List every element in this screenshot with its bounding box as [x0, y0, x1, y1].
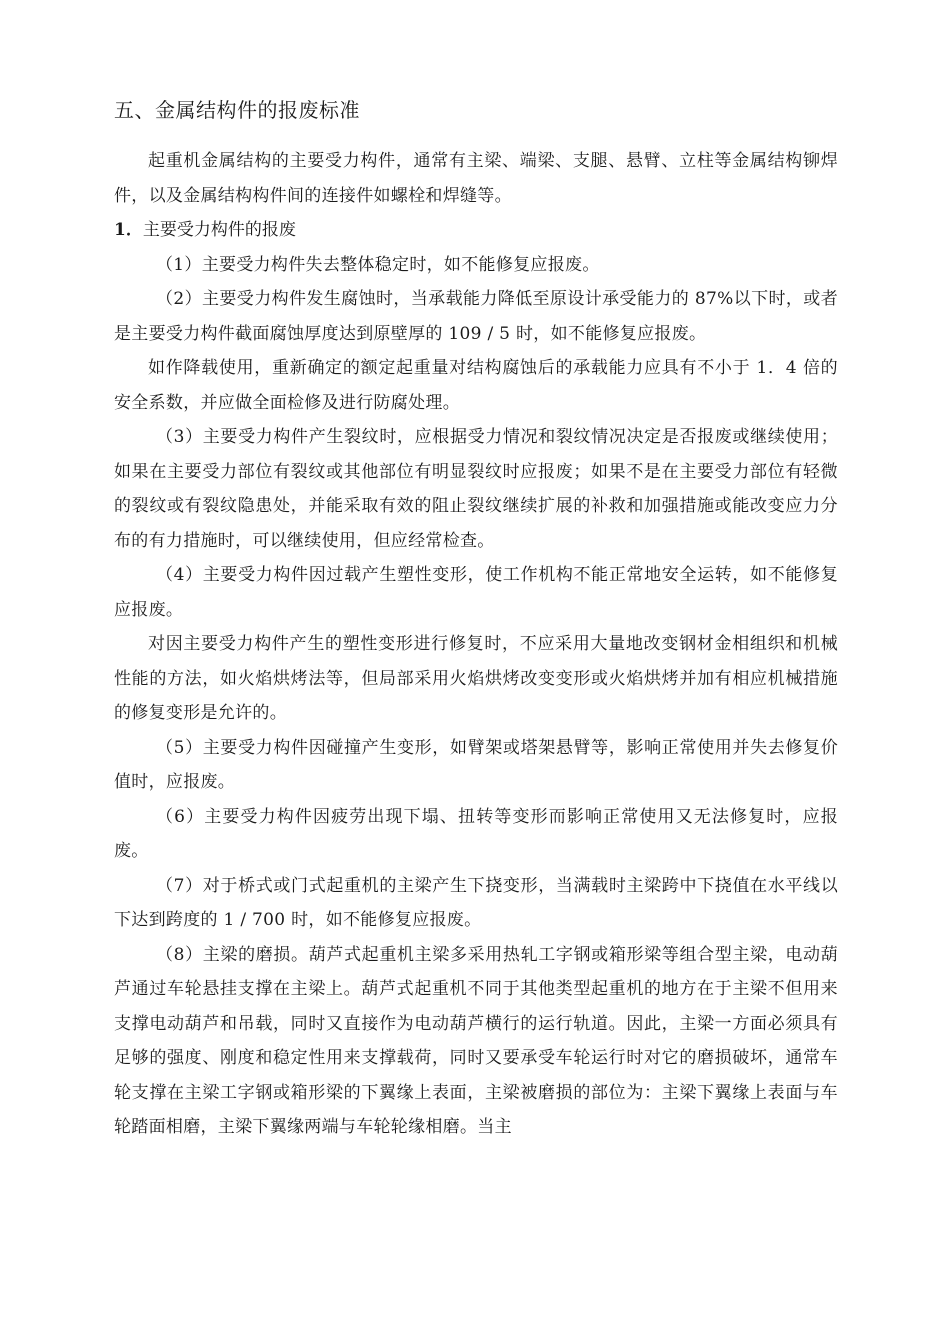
item-1-paragraph: （1）主要受力构件失去整体稳定时，如不能修复应报废。 [156, 254, 600, 275]
item-2-paragraph: （2）主要受力构件发生腐蚀时，当承载能力降低至原设计承受能力的 87%以下时，或者是主要受力构件截面腐蚀厚度达到原壁厚的 109 / 5 时，如不能修复应报废。 [114, 289, 838, 344]
subheading-number: 1． [114, 220, 143, 240]
item-7-paragraph: （7）对于桥式或门式起重机的主梁产生下挠变形，当满载时主梁跨中下挠值在水平线以下达到跨度的 1 / 700 时，如不能修复应报废。 [114, 875, 838, 930]
document-body [114, 96, 838, 1145]
item-4-note-paragraph: 对因主要受力构件产生的塑性变形进行修复时，不应采用大量地改变钢材金相组织和机械性能的方法，如火焰烘烤法等，但局部采用火焰烘烤改变变形或火焰烘烤并加有相应机械措施的修复变形是允许的。 [114, 634, 838, 723]
intro-paragraph: 起重机金属结构的主要受力构件，通常有主梁、端梁、支腿、悬臂、立柱等金属结构铆焊件，以及金属结构构件间的连接件如螺栓和焊缝等。 [114, 151, 838, 206]
subheading-1 [114, 213, 838, 248]
item-2-note-paragraph: 如作降载使用，重新确定的额定起重量对结构腐蚀后的承载能力应具有不小于 1．4 倍的安全系数，并应做全面检修及进行防腐处理。 [114, 358, 838, 413]
item-4-paragraph: （4）主要受力构件因过载产生塑性变形，使工作机构不能正常地安全运转，如不能修复应报废。 [114, 565, 838, 620]
item-8-paragraph: （8）主梁的磨损。葫芦式起重机主梁多采用热轧工字钢或箱形梁等组合型主梁，电动葫芦通过车轮悬挂支撑在主梁上。葫芦式起重机不同于其他类型起重机的地方在于主梁不但用来支撑电动葫芦和吊载，同时又直接作为电动葫芦横行的运行轨道。因此，主梁一方面必须具有足够的强度、刚度和稳定性用来支撑载荷，同时又要承受车轮运行时对它的磨损破坏，通常车轮支撑在主梁工字钢或箱形梁的下翼缘上表面，主梁被磨损的部位为：主梁下翼缘上表面与车轮踏面相磨，主梁下翼缘两端与车轮轮缘相磨。当主 [114, 944, 838, 1137]
item-6-paragraph: （6）主要受力构件因疲劳出现下塌、扭转等变形而影响正常使用又无法修复时，应报废。 [114, 806, 838, 861]
subheading-text: 主要受力构件的报废 [142, 220, 296, 240]
item-3-paragraph: （3）主要受力构件产生裂纹时，应根据受力情况和裂纹情况决定是否报废或继续使用；如果在主要受力部位有裂纹或其他部位有明显裂纹时应报废；如果不是在主要受力部位有轻微的裂纹或有裂纹隐患处，并能采取有效的阻止裂纹继续扩展的补救和加强措施或能改变应力分布的有力措施时，可以继续使用，但应经常检查。 [114, 427, 838, 551]
section-title: 五、金属结构件的报废标准 [114, 98, 360, 122]
item-5-paragraph: （5）主要受力构件因碰撞产生变形，如臂架或塔架悬臂等，影响正常使用并失去修复价值时，应报废。 [114, 737, 838, 792]
